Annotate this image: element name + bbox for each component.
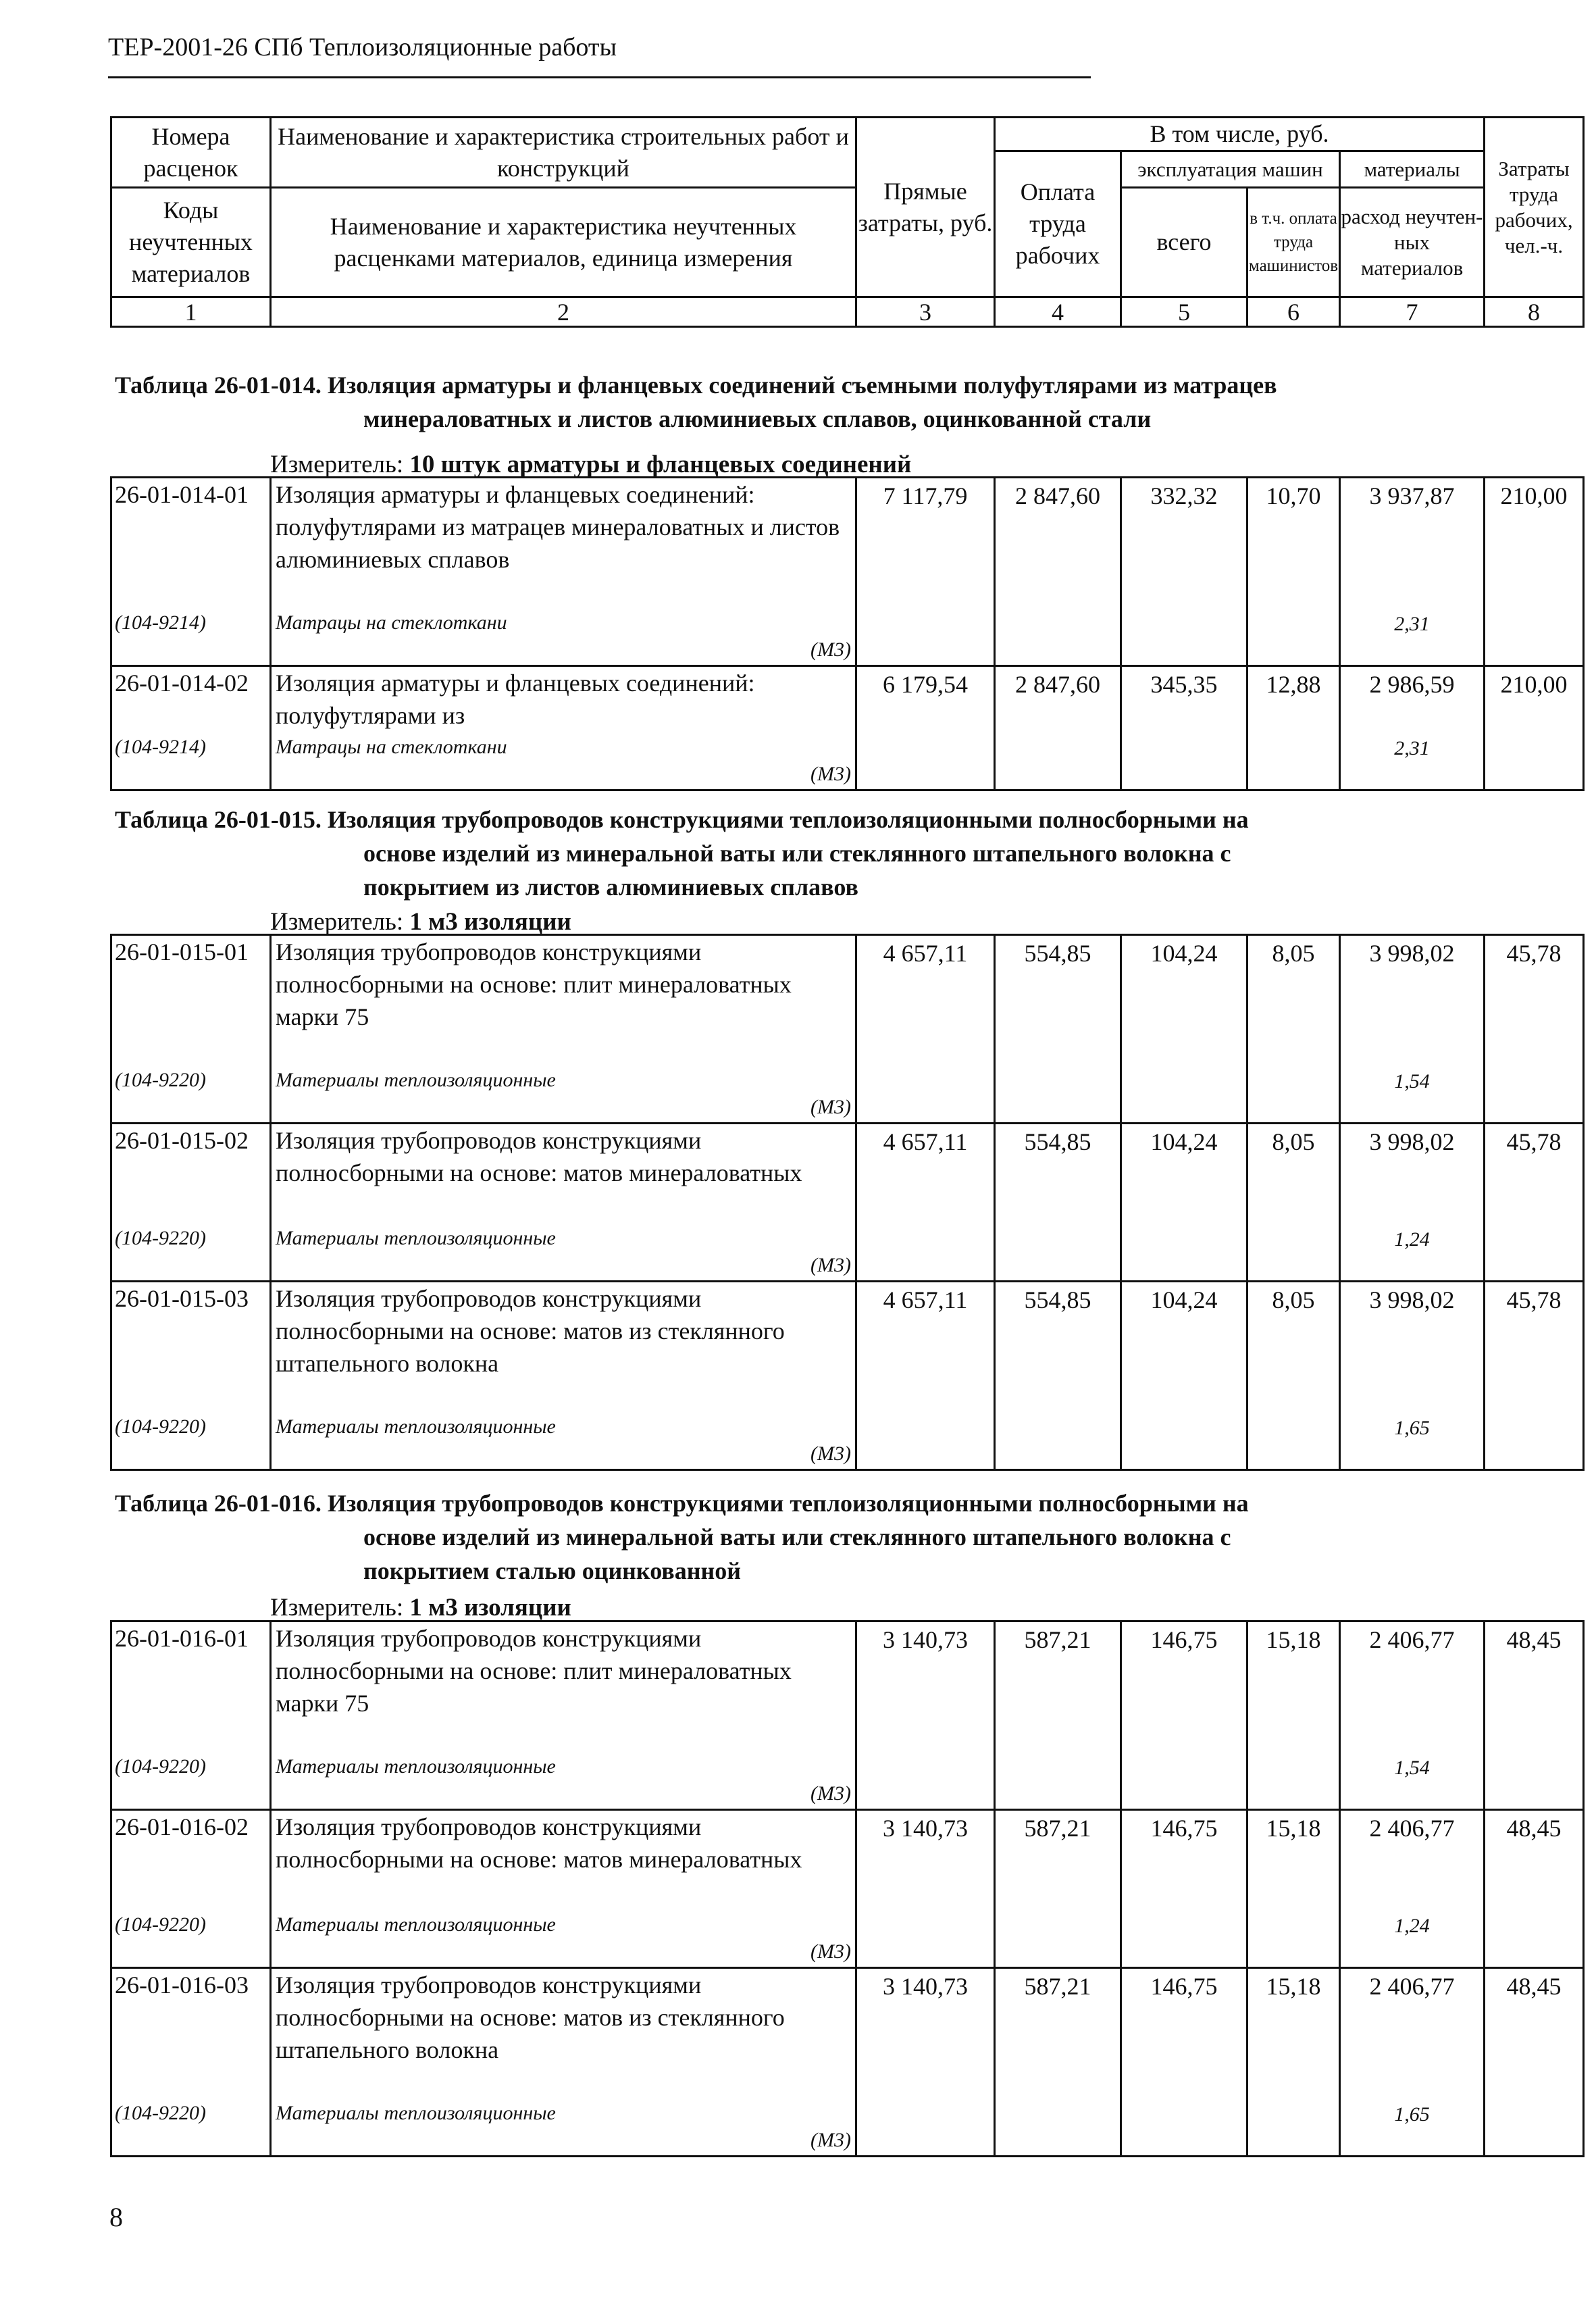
machinist-cost: 15,18 bbox=[1247, 1621, 1340, 1753]
material-unit: (М3) bbox=[271, 638, 856, 666]
material-code: (104-9220) bbox=[111, 1067, 271, 1095]
machines-cost: 146,75 bbox=[1121, 1968, 1247, 2100]
caption-continuation: покрытием из листов алюминиевых сплавов bbox=[363, 874, 858, 901]
machines-cost: 104,24 bbox=[1121, 1282, 1247, 1413]
material-name: Матрацы на стеклоткани bbox=[271, 734, 856, 762]
labor-hours: 48,45 bbox=[1485, 1968, 1584, 2100]
material-unit: (М3) bbox=[271, 1442, 856, 1470]
direct-cost: 6 179,54 bbox=[856, 666, 995, 734]
machines-cost: 104,24 bbox=[1121, 935, 1247, 1067]
materials-cost: 2 986,59 bbox=[1340, 666, 1485, 734]
rate-name: Изоляция трубопроводов конструкциями полносборными на основе: матов минераловатных bbox=[271, 1124, 856, 1225]
page-number: 8 bbox=[109, 2202, 123, 2232]
material-quantity: 1,65 bbox=[1340, 2100, 1485, 2128]
caption-continuation: основе изделий из минеральной ваты или стеклянного штапельного волокна с bbox=[363, 840, 1231, 867]
machinist-cost: 8,05 bbox=[1247, 935, 1340, 1067]
material-quantity: 1,24 bbox=[1340, 1225, 1485, 1253]
table-caption bbox=[115, 1486, 1466, 1588]
material-quantity: 1,54 bbox=[1340, 1067, 1485, 1095]
col7-header: расход неучтен-ных материалов bbox=[1340, 188, 1485, 297]
labor-cost: 554,85 bbox=[995, 1282, 1121, 1413]
caption-continuation: минераловатных и листов алюминиевых сплавов, оцинкованной стали bbox=[363, 405, 1152, 432]
materials-cost: 2 406,77 bbox=[1340, 1810, 1485, 1911]
rate-code: 26-01-015-01 bbox=[111, 935, 271, 1067]
col-number-1: 1 bbox=[111, 297, 271, 327]
material-code: (104-9220) bbox=[111, 1911, 271, 1940]
labor-hours: 48,45 bbox=[1485, 1621, 1584, 1753]
meter-line bbox=[270, 909, 571, 936]
direct-cost: 3 140,73 bbox=[856, 1621, 995, 1753]
labor-cost: 587,21 bbox=[995, 1968, 1121, 2100]
materials-group-header: материалы bbox=[1340, 151, 1485, 188]
machinist-cost: 8,05 bbox=[1247, 1282, 1340, 1413]
machines-cost: 146,75 bbox=[1121, 1810, 1247, 1911]
col-number-5: 5 bbox=[1121, 297, 1247, 327]
materials-cost: 3 998,02 bbox=[1340, 1282, 1485, 1413]
caption-line: Таблица 26-01-016. Изоляция трубопроводов конструкциями теплоизоляционными полносборными на bbox=[115, 1490, 1249, 1517]
rate-code: 26-01-016-03 bbox=[111, 1968, 271, 2100]
material-unit: (М3) bbox=[271, 1782, 856, 1810]
table-caption bbox=[115, 368, 1466, 436]
labor-hours: 45,78 bbox=[1485, 935, 1584, 1067]
caption-continuation: покрытием сталью оцинкованной bbox=[363, 1557, 741, 1584]
materials-cost: 2 406,77 bbox=[1340, 1968, 1485, 2100]
materials-cost: 3 998,02 bbox=[1340, 1124, 1485, 1225]
material-quantity: 1,24 bbox=[1340, 1911, 1485, 1940]
material-code: (104-9220) bbox=[111, 1225, 271, 1253]
labor-hours: 45,78 bbox=[1485, 1124, 1584, 1225]
rate-code: 26-01-014-01 bbox=[111, 478, 271, 609]
caption-line: Таблица 26-01-015. Изоляция трубопроводов конструкциями теплоизоляционными полносборными на bbox=[115, 806, 1249, 833]
col-number-8: 8 bbox=[1485, 297, 1584, 327]
material-unit: (М3) bbox=[271, 1095, 856, 1124]
labor-hours: 48,45 bbox=[1485, 1810, 1584, 1911]
col-number-2: 2 bbox=[271, 297, 856, 327]
labor-cost: 587,21 bbox=[995, 1810, 1121, 1911]
machinist-cost: 15,18 bbox=[1247, 1810, 1340, 1911]
material-code: (104-9220) bbox=[111, 2100, 271, 2128]
labor-cost: 554,85 bbox=[995, 935, 1121, 1067]
material-unit: (М3) bbox=[271, 2128, 856, 2157]
rate-code: 26-01-014-02 bbox=[111, 666, 271, 734]
rate-code: 26-01-015-02 bbox=[111, 1124, 271, 1225]
material-quantity: 2,31 bbox=[1340, 609, 1485, 638]
col5-header: всего bbox=[1121, 188, 1247, 297]
direct-cost: 3 140,73 bbox=[856, 1968, 995, 2100]
col-number-3: 3 bbox=[856, 297, 995, 327]
materials-cost: 3 937,87 bbox=[1340, 478, 1485, 609]
col-number-4: 4 bbox=[995, 297, 1121, 327]
machinist-cost: 8,05 bbox=[1247, 1124, 1340, 1225]
material-quantity: 2,31 bbox=[1340, 734, 1485, 762]
rate-name: Изоляция трубопроводов конструкциями полносборными на основе: матов минераловатных bbox=[271, 1810, 856, 1911]
col1-bottom-header: Коды неучтенных материалов bbox=[111, 188, 271, 297]
labor-hours: 45,78 bbox=[1485, 1282, 1584, 1413]
page-header: ТЕР-2001-26 СПб Теплоизоляционные работы bbox=[108, 33, 617, 61]
rate-code: 26-01-016-02 bbox=[111, 1810, 271, 1911]
caption-line: Таблица 26-01-014. Изоляция арматуры и фланцевых соединений съемными полуфутлярами из матрацев bbox=[115, 372, 1277, 399]
material-code: (104-9220) bbox=[111, 1413, 271, 1442]
labor-cost: 2 847,60 bbox=[995, 666, 1121, 734]
material-unit: (М3) bbox=[271, 762, 856, 790]
rate-name: Изоляция арматуры и фланцевых соединений: полуфутлярами из bbox=[271, 666, 856, 734]
machinist-cost: 12,88 bbox=[1247, 666, 1340, 734]
meter-line bbox=[270, 1594, 571, 1621]
labor-cost: 554,85 bbox=[995, 1124, 1121, 1225]
rate-table bbox=[110, 934, 1585, 1471]
rate-name: Изоляция трубопроводов конструкциями полносборными на основе: плит минераловатных марки 75 bbox=[271, 1621, 856, 1753]
material-name: Материалы теплоизоляционные bbox=[271, 1753, 856, 1782]
caption-continuation: основе изделий из минеральной ваты или стеклянного штапельного волокна с bbox=[363, 1524, 1231, 1551]
table-caption bbox=[115, 803, 1466, 904]
machines-cost: 104,24 bbox=[1121, 1124, 1247, 1225]
material-name: Материалы теплоизоляционные bbox=[271, 1911, 856, 1940]
material-name: Материалы теплоизоляционные bbox=[271, 2100, 856, 2128]
col1-top-header: Номера расценок bbox=[111, 118, 271, 188]
meter-label: Измеритель: bbox=[270, 451, 404, 478]
machines-group-header: эксплуатация машин bbox=[1121, 151, 1340, 188]
labor-hours: 210,00 bbox=[1485, 666, 1584, 734]
header-rule bbox=[108, 76, 1091, 78]
rate-table bbox=[110, 1620, 1585, 2157]
materials-cost: 3 998,02 bbox=[1340, 935, 1485, 1067]
col2-bottom-header: Наименование и характеристика неучтенных расценками материалов, единица измерения bbox=[271, 188, 856, 297]
col4-header: Оплата труда рабочих bbox=[995, 151, 1121, 297]
material-quantity: 1,65 bbox=[1340, 1413, 1485, 1442]
direct-cost: 7 117,79 bbox=[856, 478, 995, 609]
meter-value: 1 м3 изоляции bbox=[409, 1594, 571, 1621]
col6-header: в т.ч. оплата труда машинистов bbox=[1247, 188, 1340, 297]
meter-value: 10 штук арматуры и фланцевых соединений bbox=[409, 451, 912, 478]
labor-cost: 587,21 bbox=[995, 1621, 1121, 1753]
meter-label: Измеритель: bbox=[270, 1594, 404, 1621]
rate-table bbox=[110, 476, 1585, 791]
material-unit: (М3) bbox=[271, 1253, 856, 1282]
direct-cost: 4 657,11 bbox=[856, 935, 995, 1067]
col-number-6: 6 bbox=[1247, 297, 1340, 327]
direct-cost: 4 657,11 bbox=[856, 1282, 995, 1413]
material-quantity: 1,54 bbox=[1340, 1753, 1485, 1782]
material-code: (104-9220) bbox=[111, 1753, 271, 1782]
material-name: Материалы теплоизоляционные bbox=[271, 1413, 856, 1442]
meter-value: 1 м3 изоляции bbox=[409, 908, 571, 936]
meter-label: Измеритель: bbox=[270, 908, 404, 936]
material-name: Матрацы на стеклоткани bbox=[271, 609, 856, 638]
rate-code: 26-01-015-03 bbox=[111, 1282, 271, 1413]
rate-name: Изоляция трубопроводов конструкциями полносборными на основе: матов из стеклянного штапельного волокна bbox=[271, 1282, 856, 1413]
machines-cost: 345,35 bbox=[1121, 666, 1247, 734]
material-unit: (М3) bbox=[271, 1940, 856, 1968]
rate-name: Изоляция трубопроводов конструкциями полносборными на основе: плит минераловатных марки 75 bbox=[271, 935, 856, 1067]
labor-hours: 210,00 bbox=[1485, 478, 1584, 609]
labor-cost: 2 847,60 bbox=[995, 478, 1121, 609]
machines-cost: 332,32 bbox=[1121, 478, 1247, 609]
rate-name: Изоляция арматуры и фланцевых соединений: полуфутлярами из матрацев минераловатных и листов алюминиевых сплавов bbox=[271, 478, 856, 609]
materials-cost: 2 406,77 bbox=[1340, 1621, 1485, 1753]
rate-code: 26-01-016-01 bbox=[111, 1621, 271, 1753]
meter-line bbox=[270, 451, 911, 478]
material-code: (104-9214) bbox=[111, 609, 271, 638]
material-code: (104-9214) bbox=[111, 734, 271, 762]
machinist-cost: 15,18 bbox=[1247, 1968, 1340, 2100]
machines-cost: 146,75 bbox=[1121, 1621, 1247, 1753]
machinist-cost: 10,70 bbox=[1247, 478, 1340, 609]
material-name: Материалы теплоизоляционные bbox=[271, 1225, 856, 1253]
col2-top-header: Наименование и характеристика строительных работ и конструкций bbox=[271, 118, 856, 188]
col-number-7: 7 bbox=[1340, 297, 1485, 327]
group-header: В том числе, руб. bbox=[995, 118, 1485, 151]
direct-cost: 3 140,73 bbox=[856, 1810, 995, 1911]
column-header-table bbox=[110, 116, 1585, 328]
rate-name: Изоляция трубопроводов конструкциями полносборными на основе: матов из стеклянного штапельного волокна bbox=[271, 1968, 856, 2100]
material-name: Материалы теплоизоляционные bbox=[271, 1067, 856, 1095]
col3-header: Прямые затраты, руб. bbox=[856, 118, 995, 297]
col8-header: Затраты труда рабочих, чел.-ч. bbox=[1485, 118, 1584, 297]
direct-cost: 4 657,11 bbox=[856, 1124, 995, 1225]
